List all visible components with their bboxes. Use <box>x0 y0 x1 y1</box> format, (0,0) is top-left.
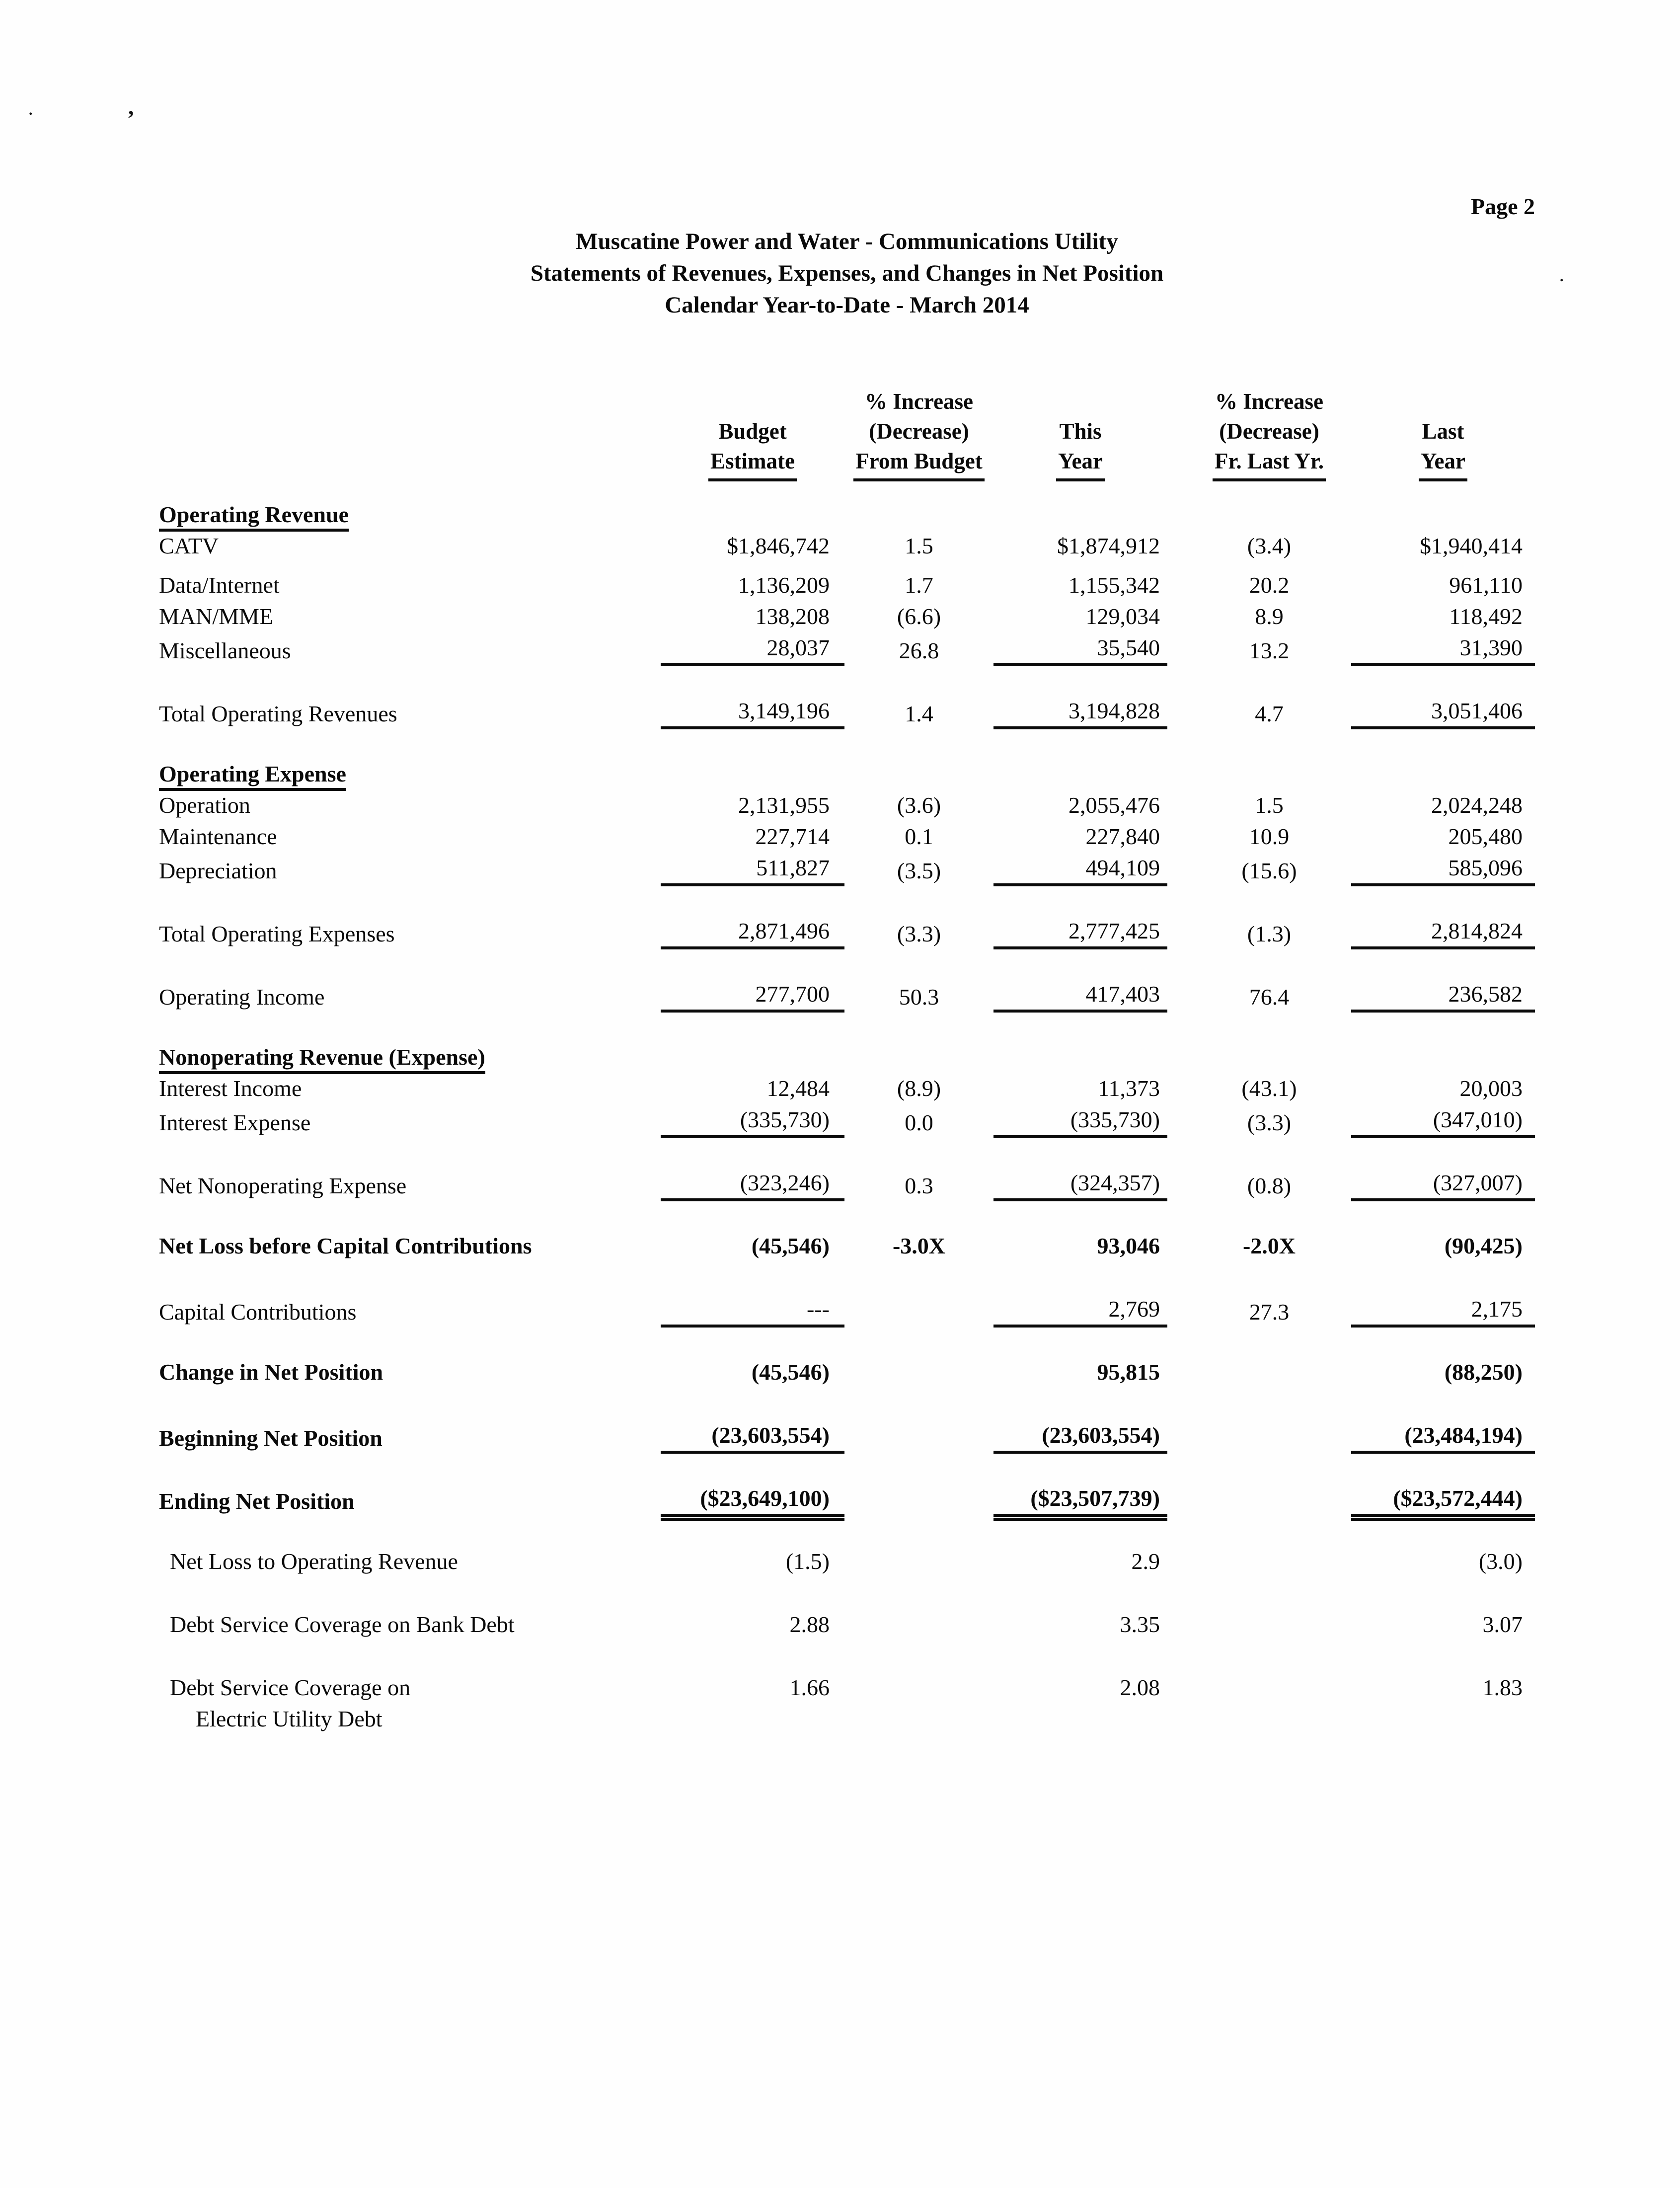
cell-pct-from-budget: (6.6) <box>897 604 941 629</box>
cell-pct-fr-last-yr: 10.9 <box>1249 824 1290 849</box>
row-label: Maintenance <box>159 824 277 849</box>
table-row-total-operating-revenues <box>159 695 1535 726</box>
header-pct-increase-lastyr: % Increase <box>1215 389 1323 414</box>
cell-this-year: 11,373 <box>1098 1076 1160 1101</box>
cell-this-year: (324,357) <box>993 1167 1167 1201</box>
cell-this-year: 494,109 <box>993 852 1167 886</box>
cell-pct-fr-last-yr: 1.5 <box>1255 792 1284 818</box>
row-label-line2: Electric Utility Debt <box>196 1706 382 1731</box>
row-label: Operation <box>159 792 250 818</box>
report-title-statement: Statements of Revenues, Expenses, and Changes in Net Position <box>530 260 1164 286</box>
cell-budget-estimate: $1,846,742 <box>727 533 830 558</box>
table-row-operating-income <box>159 978 1535 1010</box>
cell-budget-estimate: (23,603,554) <box>661 1419 844 1454</box>
row-label: Capital Contributions <box>159 1299 357 1325</box>
header-from-budget: From Budget <box>844 446 993 481</box>
cell-budget-estimate: 2,131,955 <box>738 792 830 818</box>
cell-last-year: (327,007) <box>1351 1167 1535 1201</box>
cell-last-year: 236,582 <box>1351 978 1535 1013</box>
cell-last-year: 31,390 <box>1351 632 1535 666</box>
cell-pct-from-budget: 0.1 <box>905 824 933 849</box>
cell-last-year: 2,175 <box>1351 1293 1535 1328</box>
header-estimate: Estimate <box>661 446 844 481</box>
row-label: Ending Net Position <box>159 1488 355 1514</box>
cell-pct-from-budget: 1.4 <box>905 701 933 726</box>
table-row-maintenance <box>159 821 1535 852</box>
row-label: Data/Internet <box>159 572 280 598</box>
header-pct-increase-budget: % Increase <box>865 389 973 414</box>
row-label: Net Nonoperating Expense <box>159 1173 407 1198</box>
header-this: This <box>1059 419 1102 444</box>
cell-pct-fr-last-yr: (0.8) <box>1247 1173 1292 1198</box>
cell-last-year: (23,484,194) <box>1351 1419 1535 1454</box>
cell-last-year: ($23,572,444) <box>1351 1483 1535 1517</box>
cell-budget-estimate: 1,136,209 <box>738 572 830 598</box>
table-row-net-loss-before-capital-contributions <box>159 1230 1535 1261</box>
cell-this-year: 2,055,476 <box>1069 792 1160 818</box>
table-row-man-mme <box>159 601 1535 632</box>
header-budget: Budget <box>718 419 787 444</box>
cell-budget-estimate: (45,546) <box>751 1359 830 1385</box>
cell-pct-from-budget: -3.0X <box>892 1233 946 1258</box>
cell-this-year: 2.9 <box>1131 1549 1160 1574</box>
column-header-row <box>159 446 1535 476</box>
cell-this-year: 2,769 <box>993 1293 1167 1328</box>
cell-budget-estimate: 12,484 <box>766 1076 830 1101</box>
cell-this-year: 2.08 <box>1120 1675 1160 1700</box>
cell-budget-estimate: 28,037 <box>661 632 844 666</box>
cell-pct-fr-last-yr: 20.2 <box>1249 572 1290 598</box>
table-row-net-nonoperating-expense <box>159 1167 1535 1198</box>
cell-last-year: (347,010) <box>1351 1104 1535 1138</box>
cell-pct-fr-last-yr: 27.3 <box>1249 1299 1290 1325</box>
header-this-year: Year <box>993 446 1167 481</box>
table-row-beginning-net-position <box>159 1419 1535 1451</box>
cell-this-year: 3.35 <box>1120 1612 1160 1637</box>
row-label: Miscellaneous <box>159 638 291 663</box>
row-label: Net Loss to Operating Revenue <box>170 1549 458 1574</box>
cell-last-year: 961,110 <box>1449 572 1523 598</box>
column-header-row <box>159 416 1535 446</box>
cell-pct-fr-last-yr: 4.7 <box>1255 701 1284 726</box>
table-row-label-continuation <box>159 1703 1535 1734</box>
cell-budget-estimate: ($23,649,100) <box>661 1483 844 1517</box>
cell-pct-from-budget: (3.6) <box>897 792 941 818</box>
row-label: Debt Service Coverage on Bank Debt <box>170 1612 515 1637</box>
cell-pct-from-budget: 0.3 <box>905 1173 933 1198</box>
cell-budget-estimate: 2,871,496 <box>661 915 844 949</box>
row-label: CATV <box>159 533 219 558</box>
table-row-total-operating-expenses <box>159 915 1535 946</box>
cell-last-year: $1,940,414 <box>1420 533 1523 558</box>
cell-budget-estimate: (323,246) <box>661 1167 844 1201</box>
table-row-depreciation <box>159 852 1535 883</box>
cell-budget-estimate: 1.66 <box>789 1675 830 1700</box>
scan-speckle: , <box>128 94 134 119</box>
table-row-debt-service-coverage-electric-utility <box>159 1672 1535 1703</box>
cell-last-year: 2,024,248 <box>1431 792 1523 818</box>
header-last-year: Year <box>1351 446 1535 481</box>
statement-table <box>159 499 1535 1734</box>
cell-last-year: 1.83 <box>1482 1675 1523 1700</box>
table-row-miscellaneous <box>159 632 1535 663</box>
cell-pct-fr-last-yr: 8.9 <box>1255 604 1284 629</box>
cell-budget-estimate: (335,730) <box>661 1104 844 1138</box>
cell-budget-estimate: 2.88 <box>789 1612 830 1637</box>
cell-this-year: 95,815 <box>1097 1359 1160 1385</box>
table-row-change-in-net-position <box>159 1356 1535 1388</box>
cell-last-year: 2,814,824 <box>1351 915 1535 949</box>
row-label: Debt Service Coverage on <box>170 1675 411 1700</box>
table-row-capital-contributions <box>159 1293 1535 1325</box>
cell-pct-from-budget: 50.3 <box>899 984 939 1010</box>
cell-pct-from-budget: 1.5 <box>905 533 933 558</box>
cell-budget-estimate: (45,546) <box>751 1233 830 1258</box>
cell-pct-fr-last-yr: -2.0X <box>1242 1233 1296 1258</box>
cell-pct-fr-last-yr: (15.6) <box>1241 858 1297 883</box>
table-row-ending-net-position <box>159 1483 1535 1514</box>
cell-pct-fr-last-yr: (1.3) <box>1247 921 1292 946</box>
page-number: Page 2 <box>1470 194 1535 219</box>
cell-this-year: ($23,507,739) <box>993 1483 1167 1517</box>
cell-last-year: 20,003 <box>1459 1076 1523 1101</box>
cell-budget-estimate: 277,700 <box>661 978 844 1013</box>
cell-pct-from-budget: (3.3) <box>897 921 941 946</box>
header-last: Last <box>1422 419 1464 444</box>
report-title-block <box>159 226 1535 321</box>
cell-pct-from-budget: 0.0 <box>905 1110 933 1135</box>
cell-budget-estimate: 227,714 <box>755 824 830 849</box>
cell-pct-fr-last-yr: 13.2 <box>1249 638 1290 663</box>
section-header: Operating Expense <box>159 758 661 789</box>
table-row-net-loss-to-operating-revenue <box>159 1546 1535 1577</box>
cell-pct-fr-last-yr: (3.3) <box>1247 1110 1292 1135</box>
scan-speckle: . <box>29 102 33 118</box>
cell-pct-from-budget: 1.7 <box>905 572 933 598</box>
row-label: Interest Income <box>159 1076 302 1101</box>
row-label: Depreciation <box>159 858 277 883</box>
section-header: Nonoperating Revenue (Expense) <box>159 1041 661 1073</box>
cell-budget-estimate: 3,149,196 <box>661 695 844 729</box>
cell-last-year: (3.0) <box>1478 1549 1523 1574</box>
header-decrease-budget: (Decrease) <box>869 419 969 444</box>
cell-this-year: 93,046 <box>1097 1233 1160 1258</box>
row-label: Total Operating Expenses <box>159 921 395 946</box>
cell-this-year: (23,603,554) <box>993 1419 1167 1454</box>
table-row-operation <box>159 789 1535 821</box>
table-row-catv <box>159 530 1535 561</box>
row-label: Total Operating Revenues <box>159 701 397 726</box>
cell-pct-fr-last-yr: (43.1) <box>1241 1076 1297 1101</box>
cell-this-year: 417,403 <box>993 978 1167 1013</box>
cell-budget-estimate: 511,827 <box>661 852 844 886</box>
report-title-period: Calendar Year-to-Date - March 2014 <box>665 292 1029 318</box>
cell-this-year: 129,034 <box>1085 604 1160 629</box>
row-label: Beginning Net Position <box>159 1425 382 1451</box>
table-row-interest-expense <box>159 1104 1535 1135</box>
cell-budget-estimate: --- <box>661 1293 844 1328</box>
section-row-operating-expense <box>159 758 1535 789</box>
row-label: Change in Net Position <box>159 1359 383 1385</box>
cell-pct-fr-last-yr: 76.4 <box>1249 984 1290 1010</box>
scan-speckle: . <box>1560 268 1564 285</box>
cell-pct-from-budget: 26.8 <box>899 638 939 663</box>
row-label: MAN/MME <box>159 604 274 629</box>
row-label: Interest Expense <box>159 1110 311 1135</box>
cell-this-year: $1,874,912 <box>1057 533 1160 558</box>
cell-this-year: 35,540 <box>993 632 1167 666</box>
cell-budget-estimate: (1.5) <box>785 1549 830 1574</box>
cell-last-year: 205,480 <box>1448 824 1523 849</box>
column-header-row <box>159 387 1535 416</box>
cell-last-year: 3,051,406 <box>1351 695 1535 729</box>
cell-this-year: 1,155,342 <box>1069 572 1160 598</box>
cell-last-year: 3.07 <box>1482 1612 1523 1637</box>
cell-budget-estimate: 138,208 <box>755 604 830 629</box>
cell-this-year: 3,194,828 <box>993 695 1167 729</box>
row-label: Operating Income <box>159 984 325 1010</box>
cell-last-year: 118,492 <box>1449 604 1523 629</box>
cell-pct-from-budget: (8.9) <box>897 1076 941 1101</box>
cell-this-year: 2,777,425 <box>993 915 1167 949</box>
table-row-data-internet <box>159 569 1535 601</box>
cell-this-year: (335,730) <box>993 1104 1167 1138</box>
table-row-interest-income <box>159 1073 1535 1104</box>
cell-last-year: 585,096 <box>1351 852 1535 886</box>
column-headers <box>159 387 1535 476</box>
header-decrease-lastyr: (Decrease) <box>1219 419 1319 444</box>
row-label: Net Loss before Capital Contributions <box>159 1233 532 1258</box>
report-title-company: Muscatine Power and Water - Communications Utility <box>576 229 1118 254</box>
table-row-debt-service-coverage-bank-debt <box>159 1609 1535 1640</box>
cell-this-year: 227,840 <box>1085 824 1160 849</box>
header-fr-last-yr: Fr. Last Yr. <box>1167 446 1351 481</box>
section-row-operating-revenue <box>159 499 1535 530</box>
cell-pct-fr-last-yr: (3.4) <box>1247 533 1292 558</box>
cell-pct-from-budget: (3.5) <box>897 858 941 883</box>
section-header: Operating Revenue <box>159 499 661 530</box>
cell-last-year: (88,250) <box>1444 1359 1523 1385</box>
section-row-nonoperating <box>159 1041 1535 1073</box>
cell-last-year: (90,425) <box>1444 1233 1523 1258</box>
